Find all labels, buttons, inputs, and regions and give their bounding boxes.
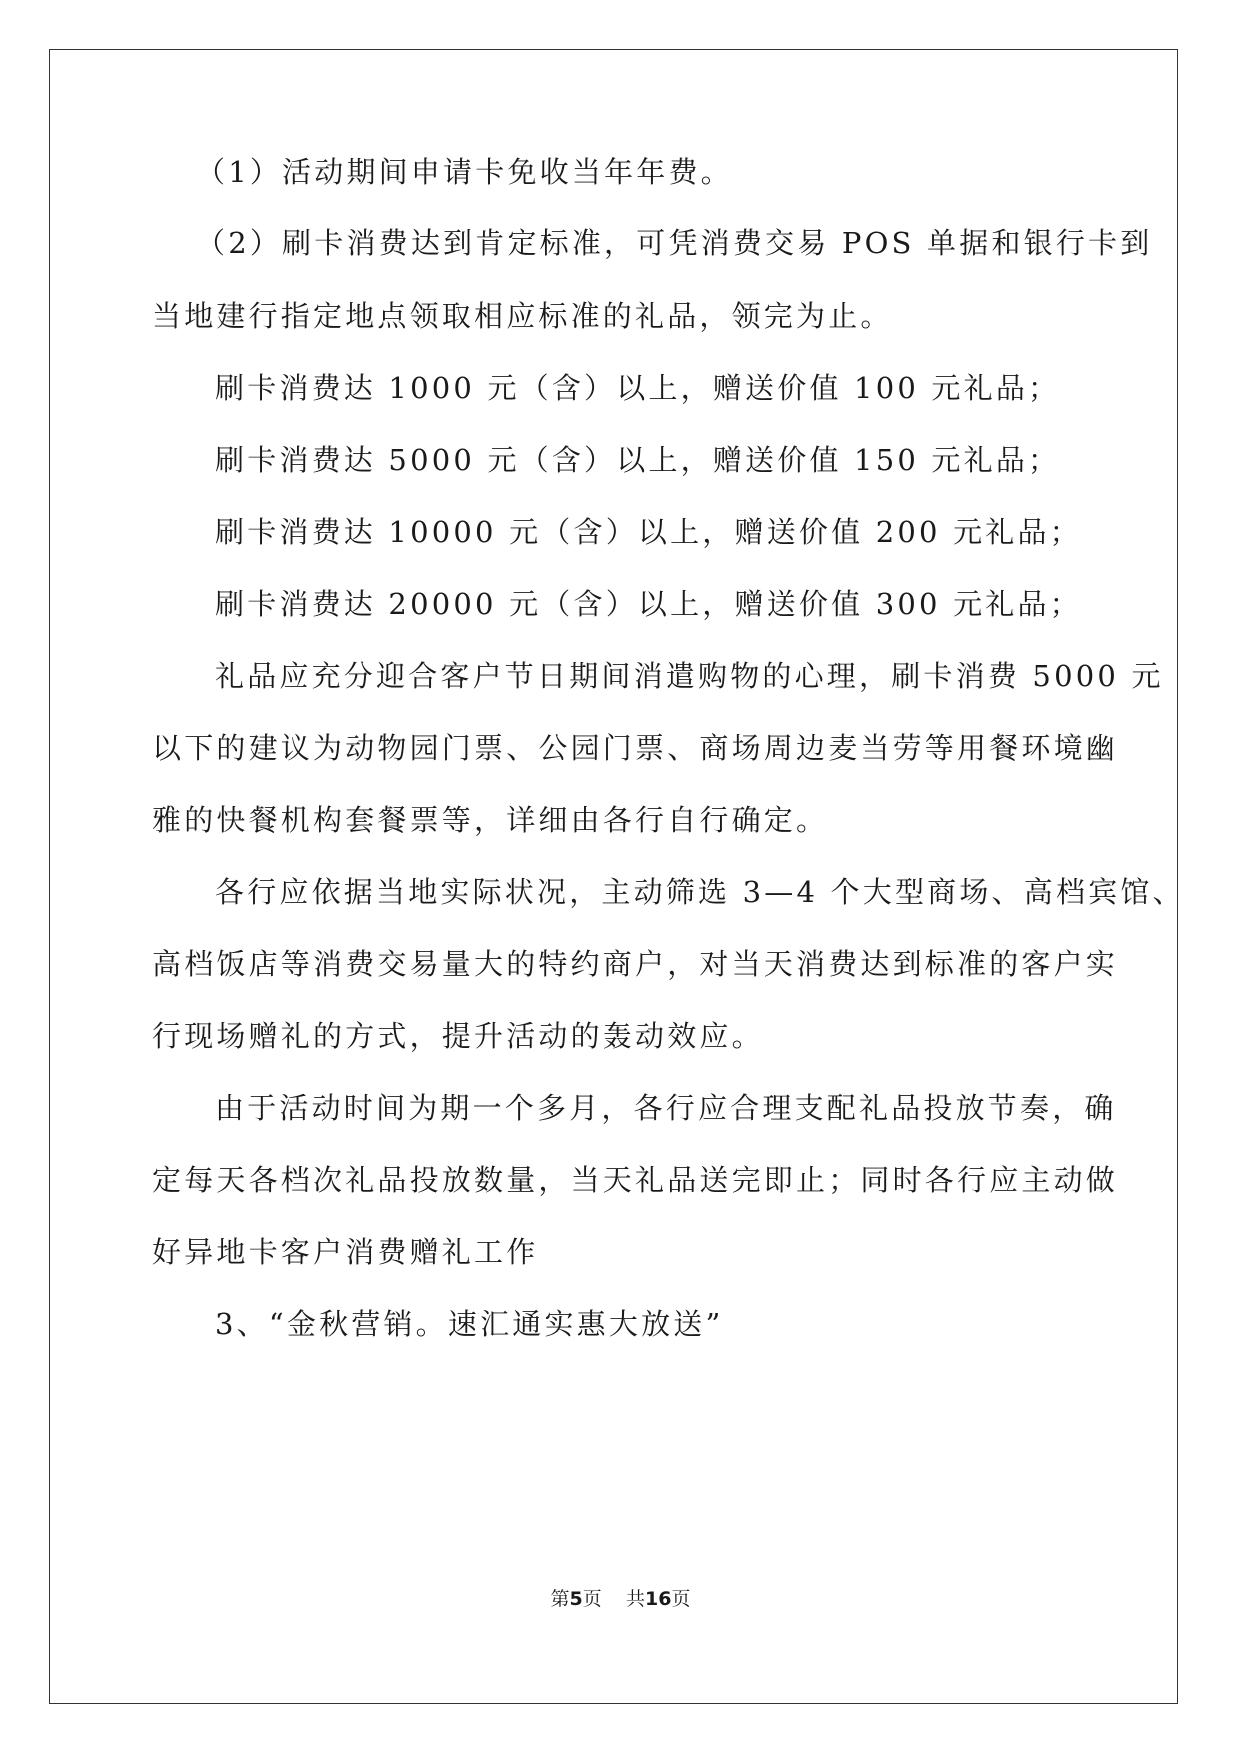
paragraph-line-1: （1）活动期间申请卡免收当年年费。 [196, 155, 733, 189]
paragraph-line-7: 刷卡消费达 20000 元（含）以上，赠送价值 300 元礼品； [215, 587, 1082, 621]
paragraph-line-11: 各行应依据当地实际状况，主动筛选 3—4 个大型商场、高档宾馆、 [215, 875, 1185, 909]
paragraph-line-2: （2）刷卡消费达到肯定标准，可凭消费交易 POS 单据和银行卡到 [196, 226, 1153, 260]
paragraph-line-9: 以下的建议为动物园门票、公园门票、商场周边麦当劳等用餐环境幽 [152, 731, 1119, 765]
paragraph-line-16: 好异地卡客户消费赠礼工作 [152, 1235, 539, 1269]
paragraph-line-5: 刷卡消费达 5000 元（含）以上，赠送价值 150 元礼品； [215, 443, 1061, 477]
paragraph-line-13: 行现场赠礼的方式，提升活动的轰动效应。 [152, 1019, 764, 1053]
page-suffix: 页 [582, 1588, 602, 1610]
paragraph-line-12: 高档饭店等消费交易量大的特约商户，对当天消费达到标准的客户实 [152, 947, 1119, 981]
page-footer [0, 1584, 1241, 1611]
paragraph-line-4: 刷卡消费达 1000 元（含）以上，赠送价值 100 元礼品； [215, 371, 1061, 405]
page-prefix: 第 [550, 1588, 570, 1610]
paragraph-line-3: 当地建行指定地点领取相应标准的礼品，领完为止。 [152, 299, 893, 333]
page-number: 5 [569, 1588, 583, 1610]
paragraph-line-6: 刷卡消费达 10000 元（含）以上，赠送价值 200 元礼品； [215, 515, 1082, 549]
total-pages: 16 [644, 1588, 672, 1610]
section-heading: 3、“金秋营销。速汇通实惠大放送” [215, 1307, 724, 1341]
paragraph-line-8: 礼品应充分迎合客户节日期间消遣购物的心理，刷卡消费 5000 元 [215, 659, 1164, 693]
total-suffix: 页 [671, 1588, 691, 1610]
paragraph-line-15: 定每天各档次礼品投放数量，当天礼品送完即止；同时各行应主动做 [152, 1163, 1119, 1197]
paragraph-line-10: 雅的快餐机构套餐票等，详细由各行自行确定。 [152, 803, 829, 837]
total-prefix: 共 [625, 1588, 645, 1610]
paragraph-line-14: 由于活动时间为期一个多月，各行应合理支配礼品投放节奏，确 [215, 1091, 1117, 1125]
